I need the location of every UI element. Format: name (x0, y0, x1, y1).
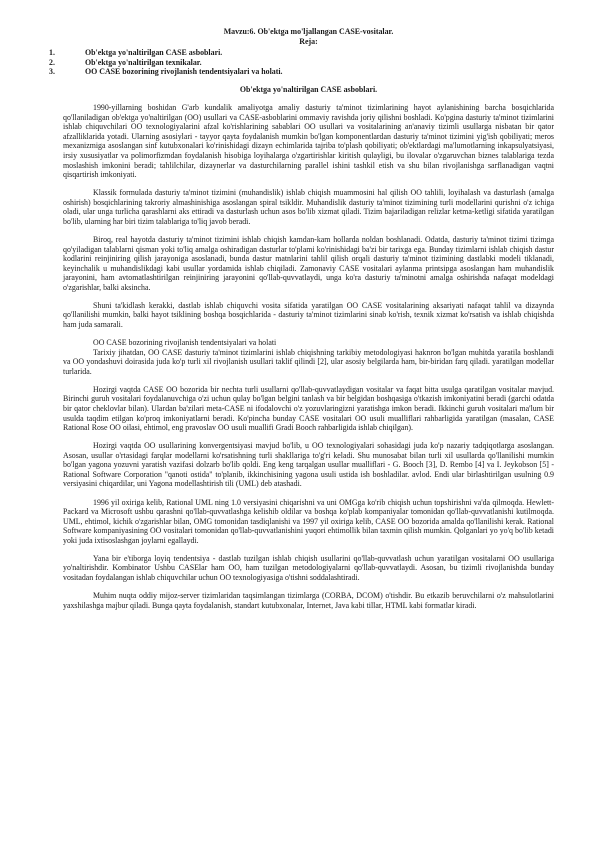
plan-item-text: Ob'ektga yo'naltirilgan texnikalar. (85, 57, 202, 67)
paragraph: Biroq, real hayotda dasturiy ta'minot tizimini ishlab chiqish kamdan-kam hollarda noldan boshlanadi. Odatda, dasturiy ta'minot tizimi tizimga qo'yiladigan talablarni qisman yoki to'liq amalga oshiradigan dasturlar to'plami ko'rinishidagi ba'zi bir tarixga ega. Bunday tizimlarni ishlab chiqish dastur kodlarini reinjiniring qilish jarayoniga asoslanadi, bunda dastur matnlarini tahlil qilish orqali dasturiy ta'minot tizimining dastlabki modeli tiklanadi, keyinchalik u muhandislikdagi kabi usullar yordamida ishlab chiqiladi. Zamonaviy CASE vositalari aylanma printsipga asoslangan ham muhandislik jarayonini, ham avtomatlashtirilgan reinjiniring jarayonini qo'llab-quvvatlaydi, unga ko'ra dasturiy ta'minotni amalga oshirishda nafaqat modeldagi o'zgarishlar, balki aksincha. (63, 235, 554, 292)
section-title: Ob'ektga yo'naltirilgan CASE asboblari. (239, 84, 378, 94)
plan-item (49, 67, 554, 77)
plan-item-number: 2. (49, 57, 55, 67)
plan-item (49, 48, 554, 58)
paragraph: Hozirgi vaqtda CASE OO bozorida bir nechta turli usullarni qo'llab-quvvatlaydigan vositalar va faqat bitta usulga qaratilgan vositalar mavjud. Birinchi guruh vositalari foydalanuvchiga o'zi uchun qulay bo'lgan belgini tanlash va bir belgidan boshqasiga o'tkazish imkoniyatini beradi (garchi odatda bir qator cheklovlar bilan). Ulardan ba'zilari meta-CASE ni ifodalovchi o'z yozuvlaringizni yaratishga imkon beradi. Ikkinchi guruh vositalari ma'lum bir usulda taqdim etilgan ko'proq imkoniyatlarni beradi. Ko'pincha bunday CASE vositalari OO usuli mualliflari rahbarligida yaratilgan (masalan, CASE Rational Rose OO oilasi, ehtimol, eng pravoslav OO usuli muallifi Gradi Booch rahbarligida ishlab chiqilgan). (63, 384, 554, 433)
paragraph: Tarixiy jihatdan, OO CASE dasturiy ta'minot tizimlarini ishlab chiqishning tarkibiy metodologiyasi haknron bo'lgan muhitda yaratila boshlandi va OO yondashuvi doirasida juda ko'p turli xil rivojlanish usullari taklif qilindi [2], ular asosiy belgilarda ham, bir-biridan farq qiladi. yaratilgan modellar turlarida. (63, 347, 554, 376)
paragraph: 1996 yil oxiriga kelib, Rational UML ning 1.0 versiyasini chiqarishni va uni OMGga ko'rib chiqish uchun topshirishni va'da qilmoqda. Hewlett-Packard va Microsoft ushbu qarashni qo'llab-quvvatlashga kelishib oldilar va boshqa ko'plab kompaniyalar tomonidan qo'llab-quvvatlanishi kutilmoqda. UML, ehtimol, kichik o'zgarishlar bilan, OMG tomonidan tasdiqlanishi va 1997 yil oxiriga kelib, CASE OO bozorida amalda qo'llanilishi kerak. Rational Software kompaniyasining OO vositalari tomonidan qo'llab-quvvatlanishini yuqori ehtimollik bilan taxmin qilish mumkin. Qolganlari yo yo'q bo'lib ketadi yoki juda ixtisoslashgan joylarni egallaydi. (63, 497, 554, 545)
plan-label: Reja: (299, 36, 318, 46)
plan-item-number: 1. (49, 48, 55, 58)
subsection-heading: OO CASE bozorining rivojlanish tendentsiyalari va holati (93, 338, 277, 348)
plan-item-number: 3. (49, 67, 55, 77)
paragraph: Muhim nuqta oddiy mijoz-server tizimlaridan taqsimlangan tizimlarga (CORBA, DCOM) o'tishdir. Bu etkazib beruvchilarni o'z mahsulotlarini yaxshilashga majbur qiladi. Bunga qayta foydalanish, standart kutubxonalar, Internet, Java kabi tillar, HTML kabi formatlar kiradi. (63, 591, 554, 610)
paragraph: Shuni ta'kidlash kerakki, dastlab ishlab chiquvchi vosita sifatida yaratilgan OO CASE vositalarining aksariyati nafaqat tahlil va dizaynda qo'llanilishi mumkin, balki hayot tsiklining boshqa bosqichlarida - dasturiy ta'minot tizimlarini sinab ko'rish, texnik xizmat ko'rsatish va ishlab chiqishda ham juda samarali. (63, 300, 554, 329)
paragraph: Klassik formulada dasturiy ta'minot tizimini (muhandislik) ishlab chiqish muammosini hal qilish OO tahlili, loyihalash va dasturlash (amalga oshirish) bosqichlarining takroriy almashinishiga asoslangan spiral tsikldir. Muhandislik dasturiy ta'minot tizimining turli modellarini qurishni o'z ichiga oladi, ular unga turlicha qarashlarni aks ettiradi va dasturlash uchun asos bo'lib xizmat qiladi. Tizim bajariladigan relizlar ketma-ketligi sifatida yaratilgan bo'lib, ularning har biri tizim talablariga to'liq javob beradi. (63, 188, 554, 226)
plan-item (49, 57, 554, 68)
paragraph: 1990-yillarning boshidan G'arb kundalik amaliyotga amaliy dasturiy ta'minot tizimlarining hayot aylanishining barcha bosqichlarida qo'llaniladigan ob'ektga yo'naltirilgan (OO) usullari va CASE-asboblarini ommaviy ravishda joriy qilishni boshladi. Ko'pgina dasturiy ta'minot tizimlarini ishlab chiquvchilari OO texnologiyalarini afzal ko'rishlarining sabablari OO usullari va vositalarining an'anaviy tizimli usullarga nisbatan bir qator afzalliklarida yotadi. Ularning asosiylari - tayyor qayta foydalanish mumkin bo'lgan komponentlardan dasturiy ta'minot tizimini yig'ish qobiliyati; meros mexanizmiga asoslangan sinf kutubxonalari ko'rinishidagi dizayn echimlarida tajriba to'plash qobiliyati; ob'ektlardagi ma'lumotlarning inkapsulyatsiyasi, irsiy xususiyatlar va polimorfizmdan foydalanish hisobiga loyihalarga o'zgartirishlar kiritish qulayligi, bu ilovalar o'zgaruvchan biznes talablariga tezda moslashish imkonini beradi; tahlilchilar, dizaynerlar va dasturchilarning parallel ishini tashkil etish va shu bilan rivojlanishga sarflanadigan vaqtni qisqartirish imkoniyati. (63, 103, 554, 180)
plan-item-text: Ob'ektga yo'naltirilgan CASE asboblari. (85, 48, 223, 58)
paragraph: Yana bir e'tiborga loyiq tendentsiya - dastlab tuzilgan ishlab chiqish usullarini qo'llab-quvvatlash uchun yaratilgan vositalarni OO usullariga yo'naltirishdir. Kombinator Ushbu CASElar ham OO, ham tuzilgan metodologiyalarni qo'llab-quvvatlaydi. Asosan, bu tizimli rivojlanishda bunday vositadan foydalangan ishlab chiquvchilar uchun OO texnologiyasiga o'tishni soddalashtiradi. (63, 553, 554, 582)
paragraph: Hozirgi vaqtda OO usullarining konvergentsiyasi mavjud bo'lib, u OO texnologiyalari sohasidagi juda ko'p nazariy tadqiqotlarga asoslangan. Asosan, usullar o'rtasidagi farqlar modellarni ko'rsatishning turli shakllariga to'g'ri keladi. Shu munosabat bilan turli xil usullarda qo'llanilishi mumkin bo'lgan yagona yozuvni yaratish vazifasi dolzarb bo'lib qoldi. Eng keng tarqalgan usullar mualliflari - G. Booch [3], D. Rembo [4] va I. Jeykobson [5] - Rational Software Corporation "qanoti ostida" to'planib, ikkinchisining yagona usuli ustida ish boshladilar. avlod. Endi ular birlashtirilgan usulning 0.9 versiyasini chiqardilar, uni Yagona modellashtirish tili (UML) deb atashadi. (63, 441, 554, 489)
topic-heading: Mavzu:6. Ob'ektga mo'ljallangan CASE-vositalar. (223, 27, 394, 36)
plan-item-text: OO CASE bozorining rivojlanish tendentsiyalari va holati. (85, 67, 283, 77)
plan-list (49, 48, 554, 77)
